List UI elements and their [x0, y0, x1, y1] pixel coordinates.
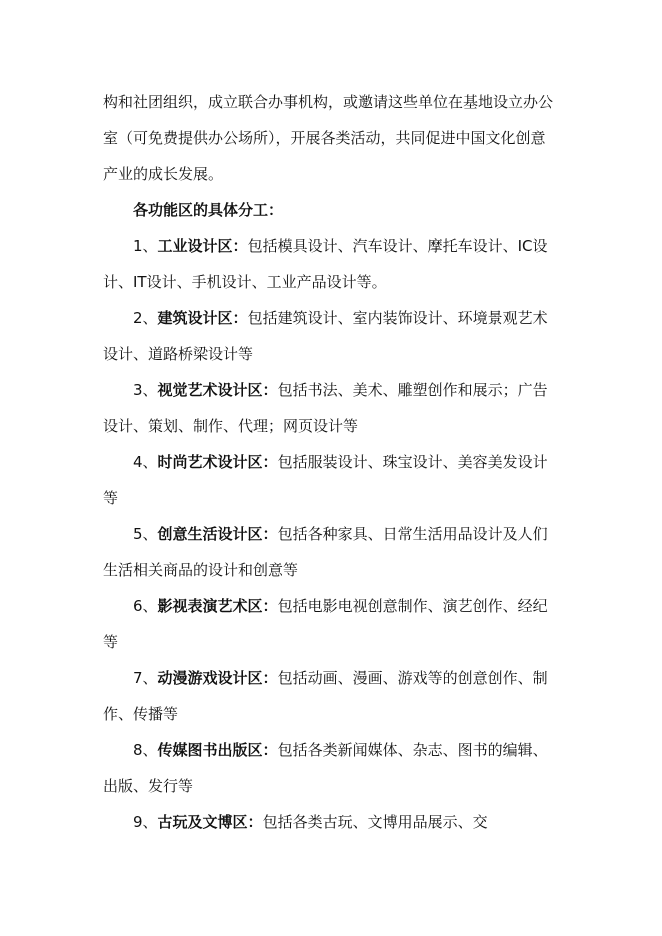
item-number: 6、 — [133, 597, 158, 615]
item-description: 包括各类古玩、文博用品展示、交 — [262, 813, 488, 831]
item-number: 7、 — [133, 669, 158, 687]
function-item-1 — [103, 228, 555, 300]
item-description: 包括各类新闻媒体、杂志、图书的编辑、出版、发行等 — [103, 741, 548, 795]
function-item-2 — [103, 300, 555, 372]
item-description: 包括书法、美术、雕塑创作和展示；广告设计、策划、制作、代理；网页设计等 — [103, 381, 548, 435]
item-description: 包括各种家具、日常生活用品设计及人们生活相关商品的设计和创意等 — [103, 525, 548, 579]
item-description: 包括电影电视创意制作、演艺创作、经纪等 — [103, 597, 548, 651]
section-heading: 各功能区的具体分工： — [133, 201, 284, 219]
item-number: 9、 — [133, 813, 158, 831]
item-number: 3、 — [133, 381, 158, 399]
document-body — [103, 84, 555, 840]
function-item-3 — [103, 372, 555, 444]
item-number: 2、 — [133, 309, 158, 327]
item-number: 4、 — [133, 453, 158, 471]
item-title: 影视表演艺术区： — [157, 597, 278, 615]
item-title: 建筑设计区： — [157, 309, 248, 327]
item-title: 创意生活设计区： — [157, 525, 278, 543]
item-description: 包括模具设计、汽车设计、摩托车设计、IC设计、IT设计、手机设计、工业产品设计等。 — [103, 237, 548, 291]
item-description: 包括服装设计、珠宝设计、美容美发设计等 — [103, 453, 548, 507]
function-item-7 — [103, 660, 555, 732]
function-item-8 — [103, 732, 555, 804]
item-number: 5、 — [133, 525, 158, 543]
item-title: 时尚艺术设计区： — [157, 453, 278, 471]
item-title: 视觉艺术设计区： — [157, 381, 278, 399]
function-item-5 — [103, 516, 555, 588]
item-title: 工业设计区： — [157, 237, 248, 255]
item-number: 8、 — [133, 741, 158, 759]
item-number: 1、 — [133, 237, 158, 255]
function-item-9 — [103, 804, 555, 840]
intro-paragraph: 构和社团组织，成立联合办事机构，或邀请这些单位在基地设立办公室（可免费提供办公场所），开展各类活动，共同促进中国文化创意产业的成长发展。 — [103, 93, 554, 183]
item-title: 古玩及文博区： — [157, 813, 263, 831]
function-item-6 — [103, 588, 555, 660]
item-description: 包括建筑设计、室内装饰设计、环境景观艺术设计、道路桥梁设计等 — [103, 309, 548, 363]
function-item-4 — [103, 444, 555, 516]
item-title: 传媒图书出版区： — [157, 741, 278, 759]
item-title: 动漫游戏设计区： — [157, 669, 278, 687]
item-description: 包括动画、漫画、游戏等的创意创作、制作、传播等 — [103, 669, 548, 723]
